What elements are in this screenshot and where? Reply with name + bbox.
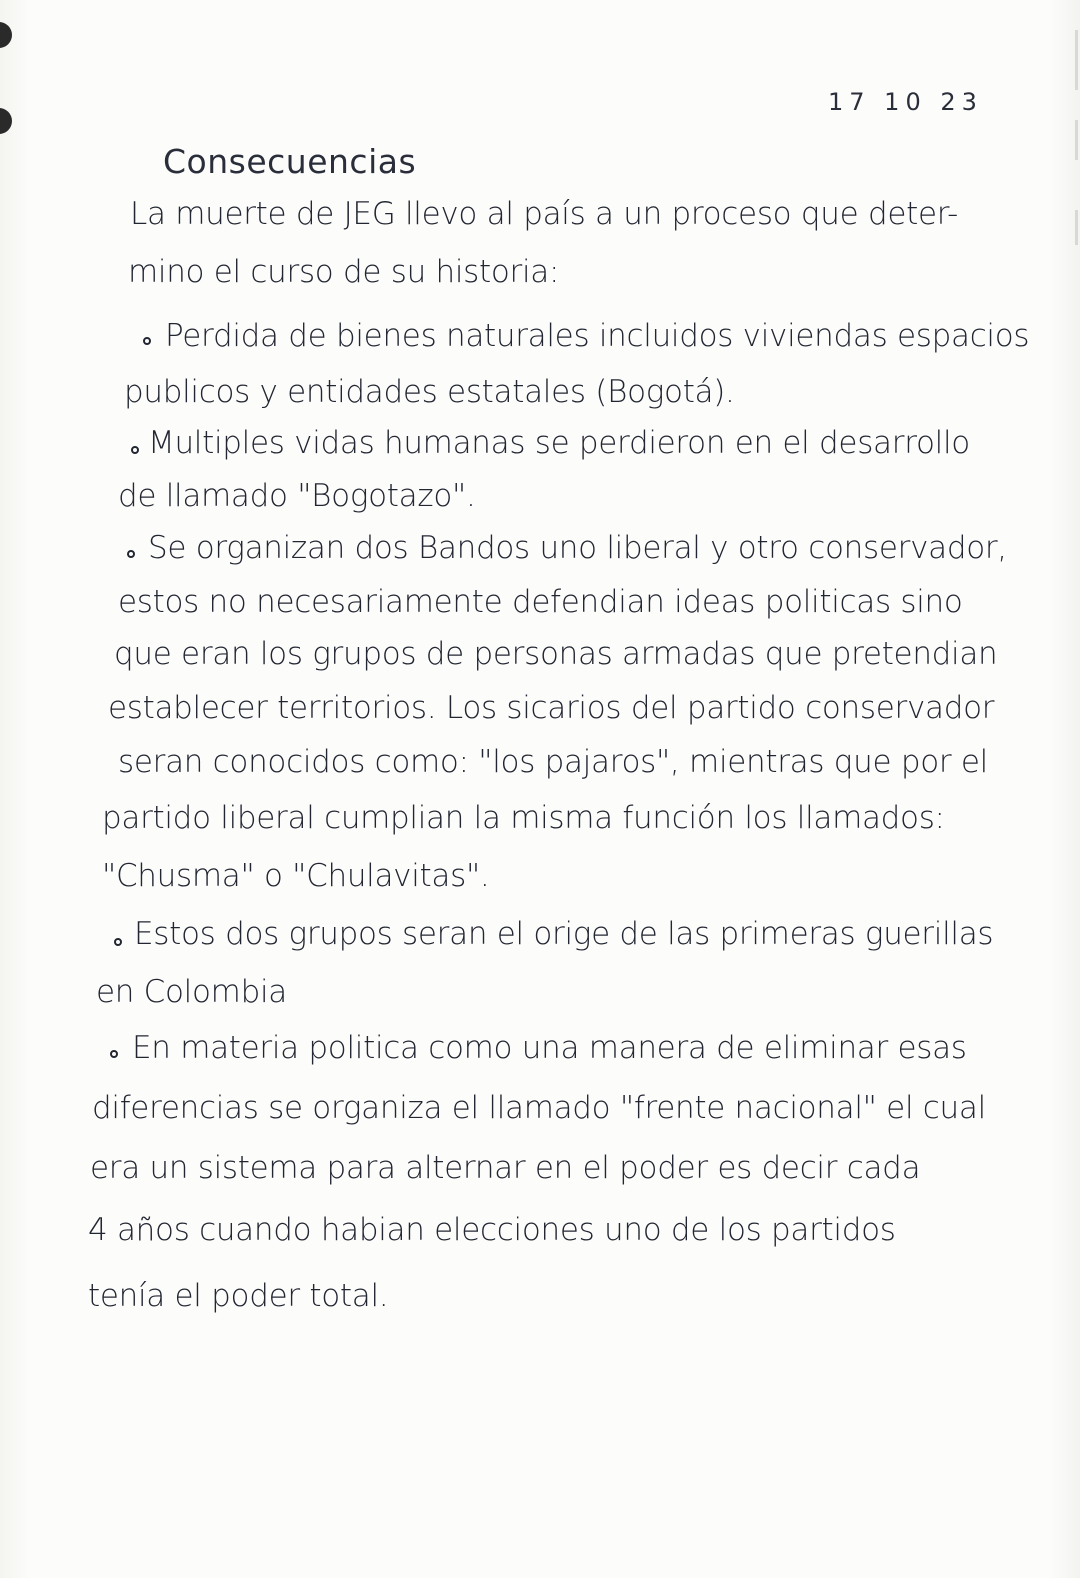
bullet-5-line: era un sistema para alternar en el poder es decir cada xyxy=(90,1150,921,1186)
bullet-2-line: Multiples vidas humanas se perdieron en el desarrollo xyxy=(148,425,970,461)
bullet-5-line: tenía el poder total. xyxy=(88,1278,389,1314)
bullet-4-line: Estos dos grupos seran el orige de las primeras guerillas xyxy=(134,916,994,952)
intro-line: mino el curso de su historia: xyxy=(128,254,560,290)
bullet-3-line: establecer territorios. Los sicarios del partido conservador xyxy=(108,690,995,726)
bullet-2-line: de llamado "Bogotazo". xyxy=(118,478,476,514)
bullet-4-line: en Colombia xyxy=(96,974,287,1010)
bullet-1-line: publicos y entidades estatales (Bogotá). xyxy=(124,374,735,410)
bullet-dot xyxy=(110,1050,118,1058)
bullet-3-line: partido liberal cumplian la misma función los llamados: xyxy=(102,800,945,836)
page-edge-mark xyxy=(1075,210,1078,245)
bullet-dot xyxy=(127,550,135,558)
note-date: 17 10 23 xyxy=(828,88,983,116)
binder-hole xyxy=(0,108,12,134)
bullet-3-line: Se organizan dos Bandos uno liberal y otro conservador, xyxy=(148,530,1007,566)
page-edge-mark xyxy=(1075,30,1078,90)
bullet-3-line: "Chusma" o "Chulavitas". xyxy=(102,858,490,894)
binder-hole xyxy=(0,22,12,48)
intro-line: La muerte de JEG llevo al país a un proceso que deter- xyxy=(130,196,959,232)
bullet-3-line: seran conocidos como: "los pajaros", mientras que por el xyxy=(118,744,988,780)
bullet-1-line: Perdida de bienes naturales incluidos viviendas espacios xyxy=(165,318,1030,354)
bullet-3-line: que eran los grupos de personas armadas que pretendian xyxy=(114,636,998,672)
bullet-dot xyxy=(131,446,139,454)
bullet-dot xyxy=(143,337,151,345)
bullet-3-line: estos no necesariamente defendian ideas politicas sino xyxy=(118,584,963,620)
bullet-5-line: diferencias se organiza el llamado "frente nacional" el cual xyxy=(92,1090,986,1126)
bullet-5-line: En materia politica como una manera de eliminar esas xyxy=(132,1030,967,1066)
bullet-5-line: 4 años cuando habian elecciones uno de los partidos xyxy=(88,1212,896,1248)
note-heading: Consecuencias xyxy=(163,142,417,181)
bullet-dot xyxy=(114,938,122,946)
page-edge-mark xyxy=(1075,120,1078,160)
